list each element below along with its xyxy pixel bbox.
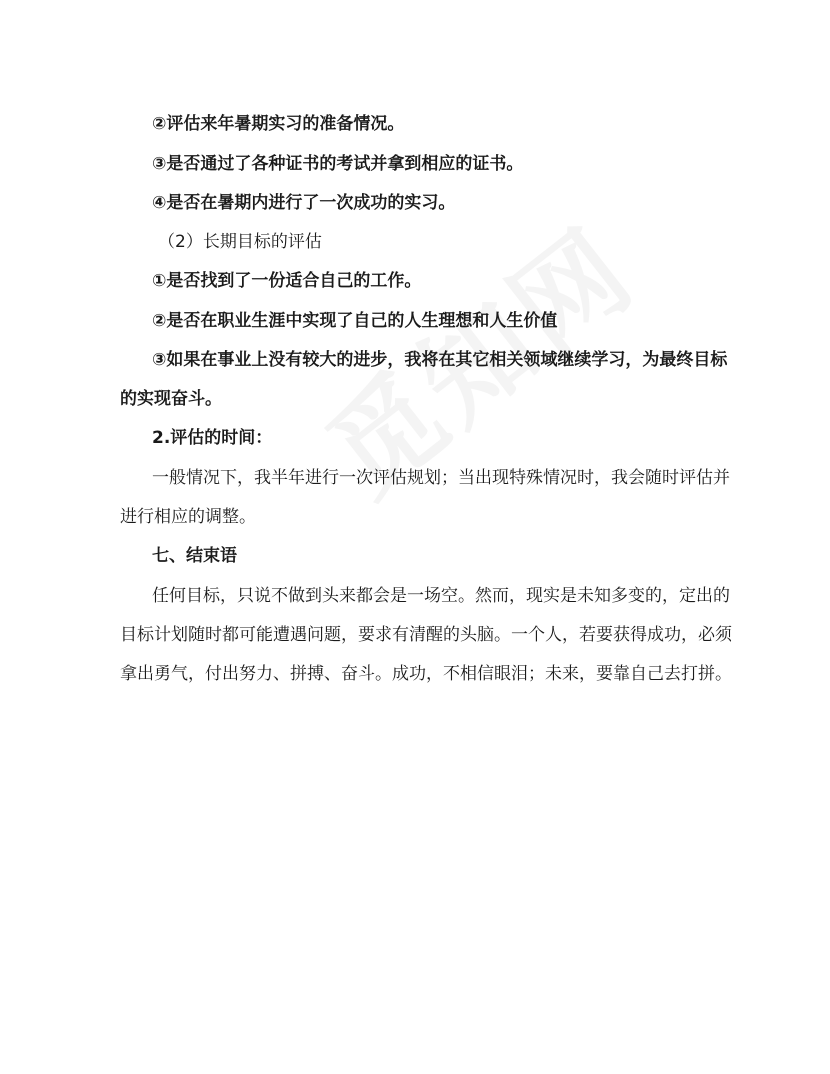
- long-term-item-1: ①是否找到了一份适合自己的工作。: [152, 271, 422, 291]
- eval-item-2: ②评估来年暑期实习的准备情况。: [152, 114, 405, 134]
- long-term-item-3-line-1: ③如果在事业上没有较大的进步，我将在其它相关领域继续学习，为最终目标: [152, 350, 728, 370]
- long-term-item-2: ②是否在职业生涯中实现了自己的人生理想和人生价值: [152, 311, 558, 331]
- eval-item-3: ③是否通过了各种证书的考试并拿到相应的证书。: [152, 154, 524, 174]
- conclusion-heading: 七、结束语: [152, 546, 237, 566]
- long-term-heading: （2）长期目标的评估: [158, 232, 322, 252]
- eval-time-heading: 2.评估的时间：: [152, 428, 273, 448]
- conclusion-para-line-3: 拿出勇气，付出努力、拼搏、奋斗。成功，不相信眼泪；未来，要靠自己去打拼。: [120, 664, 732, 684]
- eval-time-para-line-2: 进行相应的调整。: [120, 507, 256, 527]
- eval-item-4: ④是否在暑期内进行了一次成功的实习。: [152, 193, 456, 213]
- conclusion-para-line-2: 目标计划随时都可能遭遇问题，要求有清醒的头脑。一个人，若要获得成功，必须: [120, 625, 732, 645]
- conclusion-para-line-1: 任何目标，只说不做到头来都会是一场空。然而，现实是未知多变的，定出的: [152, 586, 730, 606]
- long-term-item-3-line-2: 的实现奋斗。: [120, 389, 222, 409]
- eval-time-para-line-1: 一般情况下，我半年进行一次评估规划；当出现特殊情况时，我会随时评估并: [152, 468, 730, 488]
